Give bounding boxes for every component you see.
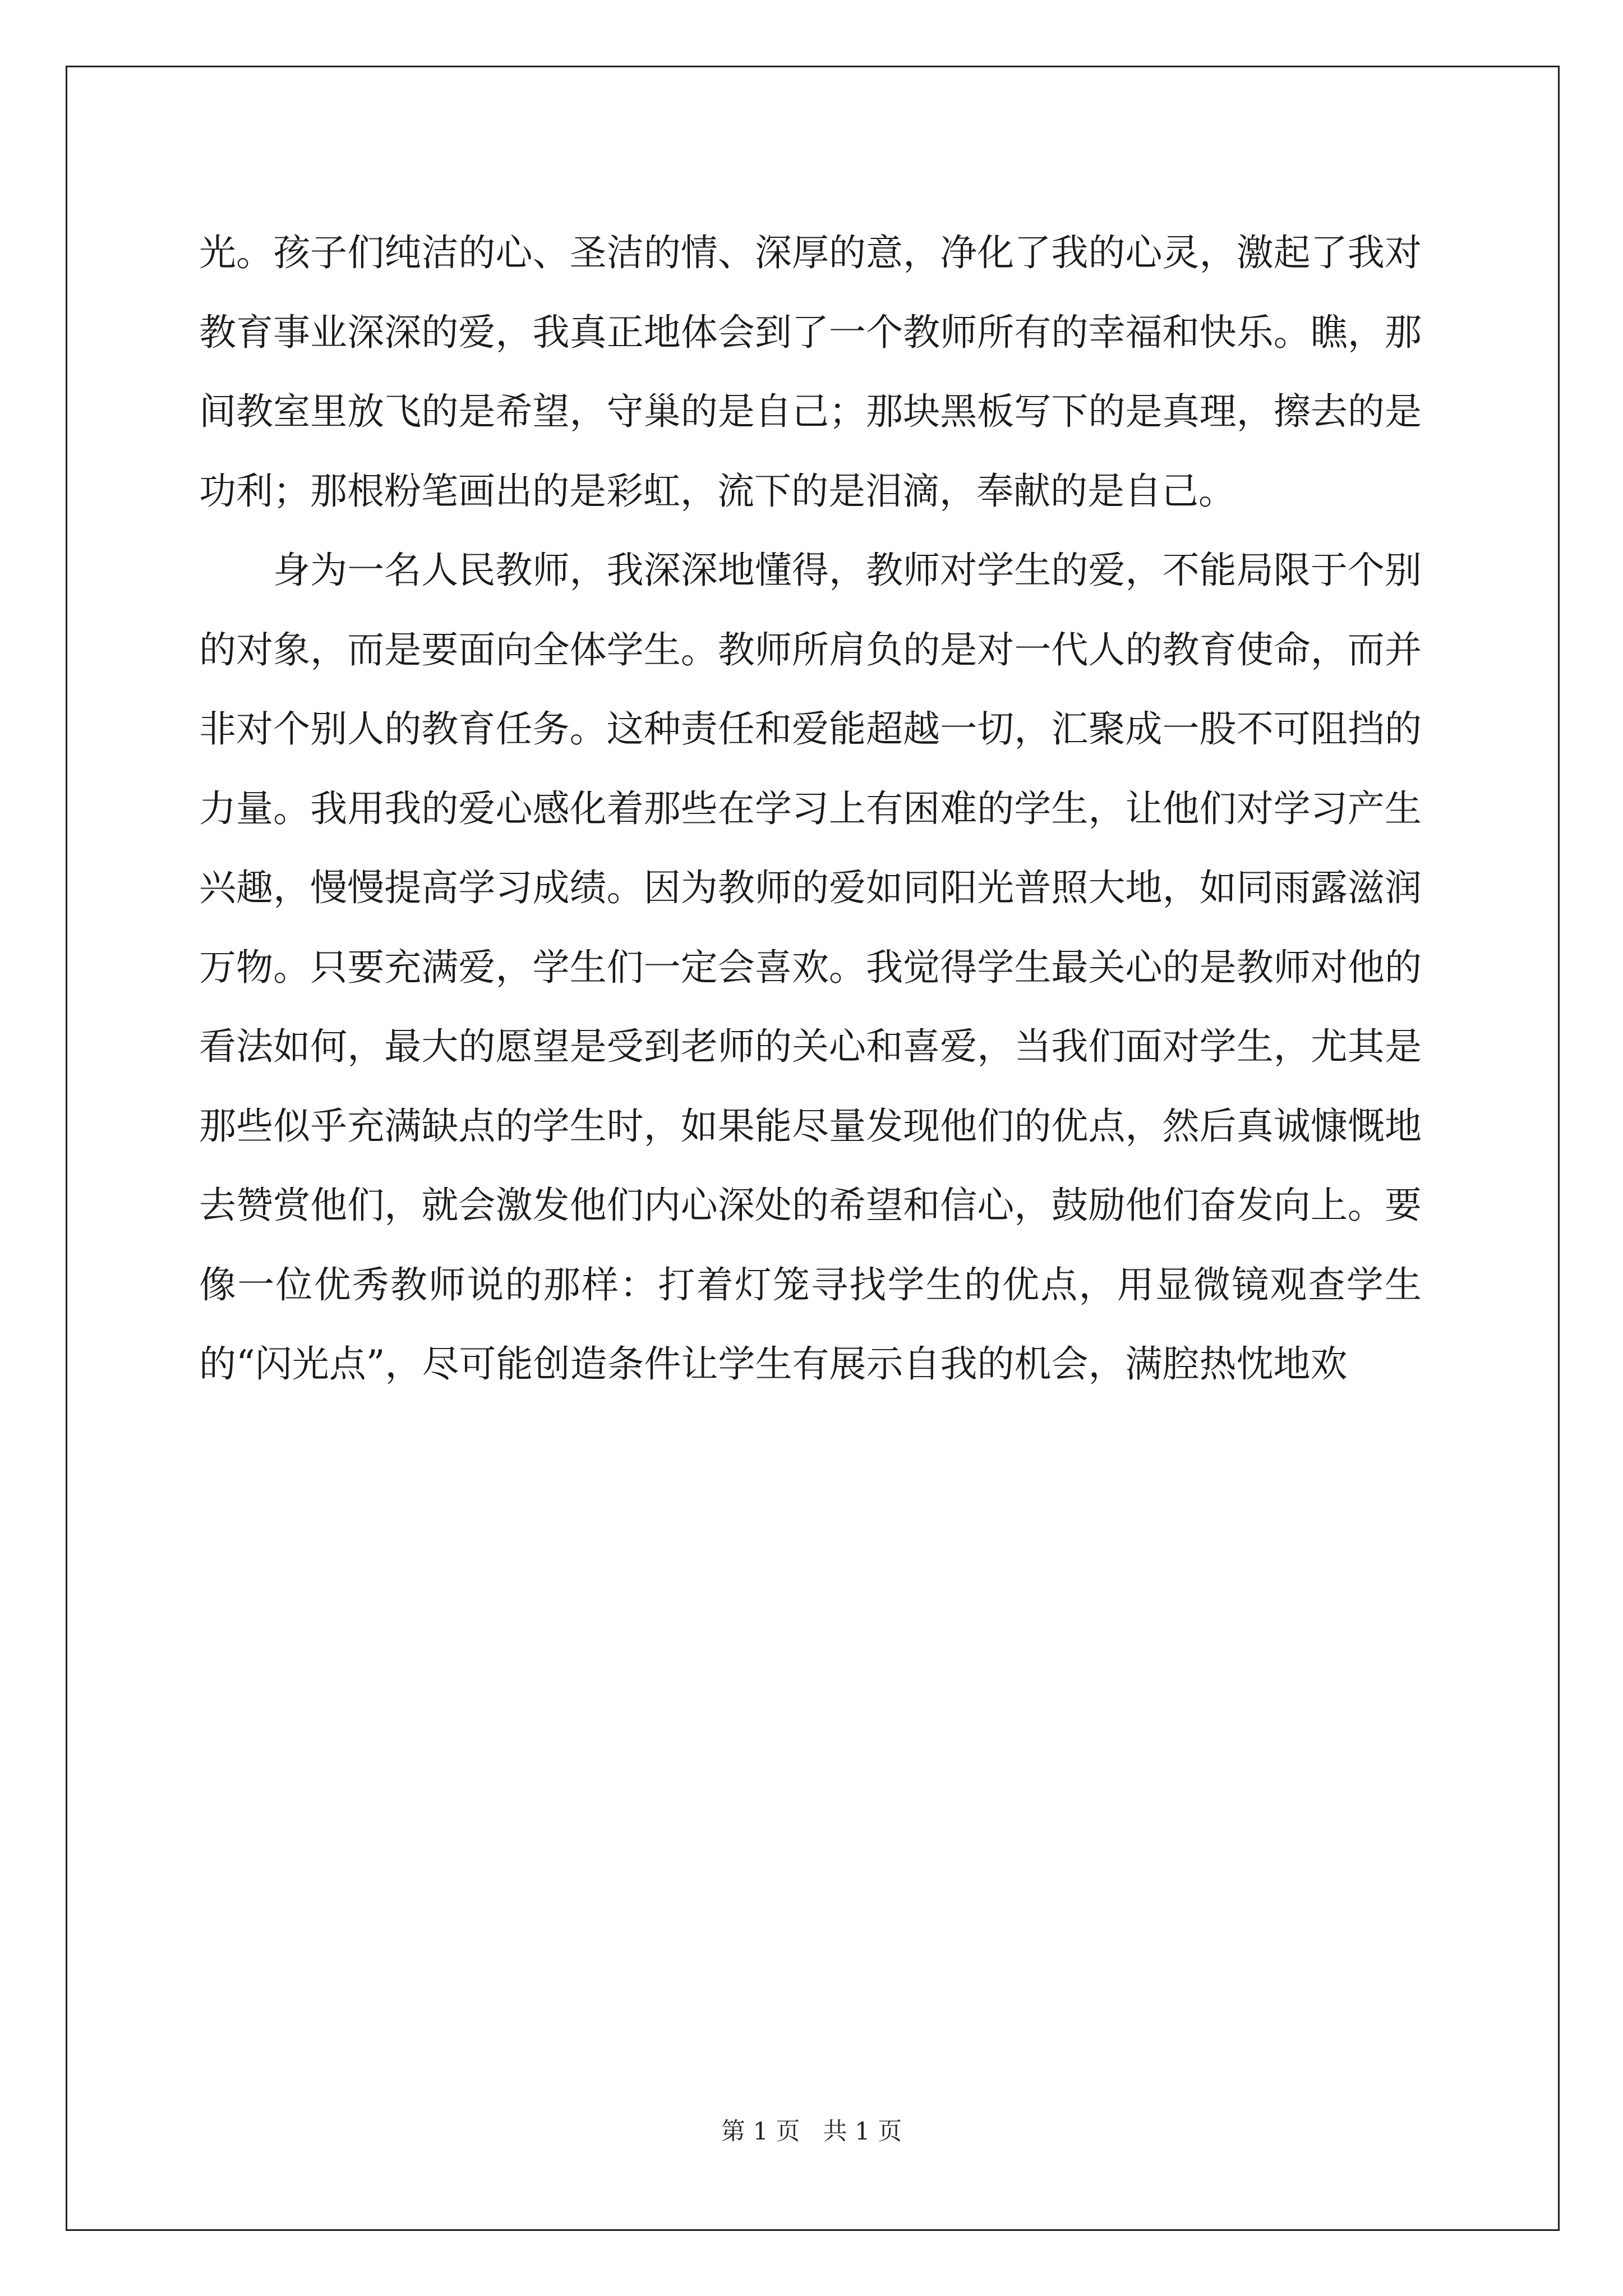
page-number-footer: 第 1 页 共 1 页 <box>721 2118 902 2146</box>
document-body <box>199 213 1422 1404</box>
paragraph-continuation: 光。孩子们纯洁的心、圣洁的情、深厚的意，净化了我的心灵，激起了我对教育事业深深的爱，我真正地体会到了一个教师所有的幸福和快乐。瞧，那间教室里放飞的是希望，守巢的是自己；那块黑板写下的是真理，擦去的是功利；那根粉笔画出的是彩虹，流下的是泪滴，奉献的是自己。 <box>199 231 1422 513</box>
paragraph-teacher-love: 身为一名人民教师，我深深地懂得，教师对学生的爱，不能局限于个别的对象，而是要面向全体学生。教师所肩负的是对一代人的教育使命，而并非对个别人的教育任务。这种责任和爱能超越一切，汇聚成一股不可阻挡的力量。我用我的爱心感化着那些在学习上有困难的学生，让他们对学习产生兴趣，慢慢提高学习成绩。因为教师的爱如同阳光普照大地，如同雨露滋润万物。只要充满爱，学生们一定会喜欢。我觉得学生最关心的是教师对他的看法如何，最大的愿望是受到老师的关心和喜爱，当我们面对学生，尤其是那些似乎充满缺点的学生时，如果能尽量发现他们的优点，然后真诚慷慨地去赞赏他们，就会激发他们内心深处的希望和信心，鼓励他们奋发向上。要像一位优秀教师说的那样：打着灯笼寻找学生的优点，用显微镜观查学生的“闪光点”，尽可能创造条件让学生有展示自我的机会，满腔热忱地欢 <box>199 549 1422 1386</box>
